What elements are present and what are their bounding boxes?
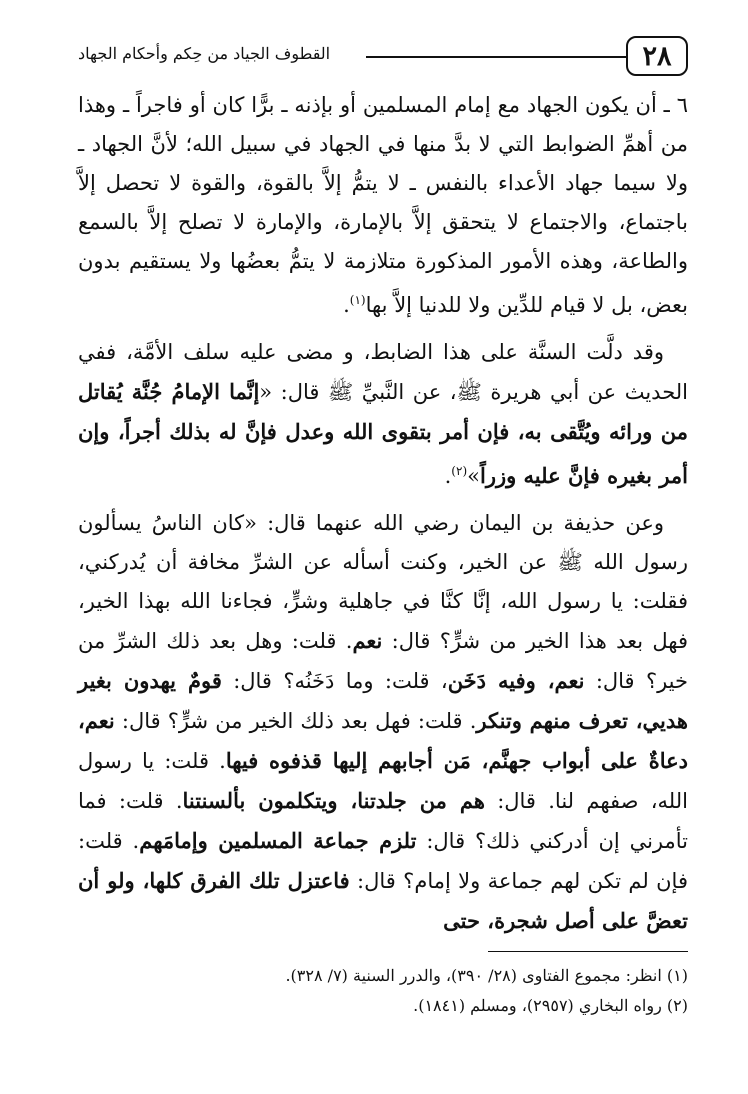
paragraph-1-end: .: [343, 293, 350, 317]
page-number: ٢٨: [626, 36, 688, 76]
header-rule: [366, 56, 626, 58]
paragraph-3: [78, 504, 688, 941]
hadith-hudhayfah-part-4: . قلت: فهل بعد ذلك الخير من شرٍّ؟ قال:: [114, 709, 477, 733]
footnote-separator: [488, 951, 688, 952]
page-header: [78, 36, 688, 86]
paragraph-1: [78, 86, 688, 325]
hadith-imam-junnah: إنَّما الإمامُ جُنَّة يُقاتل من ورائه ويُتَّقى به، فإن أمر بتقوى الله وعدل فإنَّ له بذلك أجراً، وإن أمر بغيره فإنَّ عليه وزراً: [78, 379, 688, 488]
hadith-hudhayfah-part-5: . قلت: يا رسول الله، صفهم لنا. قال:: [78, 749, 688, 813]
footnote-2: (٢) رواه البخاري (٢٩٥٧)، ومسلم (١٨٤١).: [413, 996, 688, 1015]
paragraph-2: [78, 333, 688, 496]
hadith-hudhayfah-bold-7: فاعتزل تلك الفرق كلها، ولو أن تعضَّ على أصل شجرة، حتى: [78, 868, 688, 933]
hadith-hudhayfah-bold-6: تلزم جماعة المسلمين وإمامَهم: [139, 828, 417, 853]
hadith-hudhayfah-part-1: وعن حذيفة بن اليمان رضي الله عنهما قال: «كان الناسُ يسألون رسول الله ﷺ عن الخير، وكنت أسأله عن الشرِّ مخافة أن يُدركني، فقلت: يا رسول الله، إنَّا كنَّا في جاهلية وشرٍّ، فجاءنا الله بهذا الخير، فهل بعد هذا الخير من شرٍّ؟ قال:: [78, 511, 688, 653]
footnote-ref-1: (١): [349, 293, 366, 307]
hadith-hudhayfah-bold-2: نعم، وفيه دَخَن: [447, 668, 585, 693]
hadith-hudhayfah-bold-5: هم من جلدتنا، ويتكلمون بألسنتنا: [182, 788, 485, 813]
paragraph-2-intro: وقد دلَّت السنَّة على هذا الضابط، و مضى عليه سلف الأمَّة، ففي الحديث عن أبي هريرة ﷺ، عن النَّبيِّ ﷺ قال: «: [78, 340, 688, 404]
running-title: القطوف الجياد من حِكم وأحكام الجهاد: [78, 44, 331, 63]
hadith-hudhayfah-part-3: ، قلت: وما دَخَنُه؟ قال:: [221, 669, 448, 693]
book-page: [78, 36, 688, 1036]
paragraph-2-end: .: [444, 464, 452, 488]
paragraph-2-quote-close: »: [467, 464, 480, 488]
hadith-hudhayfah-part-6: . قلت: فما تأمرني إن أدركني ذلك؟ قال:: [78, 789, 689, 853]
hadith-hudhayfah-part-7: . قلت: فإن لم تكن لهم جماعة ولا إمام؟ قال:: [78, 829, 688, 893]
hadith-hudhayfah-bold-1: نعم: [352, 628, 383, 653]
footnote-1: (١) انظر: مجموع الفتاوى (٢٨/ ٣٩٠)، والدرر السنية (٧/ ٣٢٨).: [285, 966, 688, 985]
footnote-ref-2: (٢): [451, 464, 468, 478]
main-text: [78, 86, 688, 941]
hadith-hudhayfah-part-2: . قلت: وهل بعد ذلك الشرِّ من خير؟ قال:: [78, 629, 688, 693]
hadith-hudhayfah-bold-4: نعم، دعاةٌ على أبواب جهنَّم، مَن أجابهم إليها قذفوه فيها: [78, 708, 688, 773]
paragraph-1-text: ٦ ـ أن يكون الجهاد مع إمام المسلمين أو بإذنه ـ برًّا كان أو فاجراً ـ وهذا من أهمِّ الضوابط التي لا بدَّ منها في الجهاد في سبيل الله؛ لأنَّ الجهاد ـ ولا سيما جهاد الأعداء بالنفس ـ لا يتمُّ إلاَّ بالقوة، والقوة لا تحصل إلاَّ باجتماع، والاجتماع لا يتحقق إلاَّ بالإمارة، والإمارة لا تصلح إلاَّ بالسمع والطاعة، وهذه الأمور المذكورة متلازمة لا يتمُّ بعضُها ولا يستقيم بدون بعض، بل لا قيام للدِّين ولا للدنيا إلاَّ بها: [78, 93, 688, 317]
hadith-hudhayfah-bold-3: قومٌ يهدون بغير هديي، تعرف منهم وتنكر: [78, 668, 688, 733]
footnotes: [78, 961, 688, 1021]
